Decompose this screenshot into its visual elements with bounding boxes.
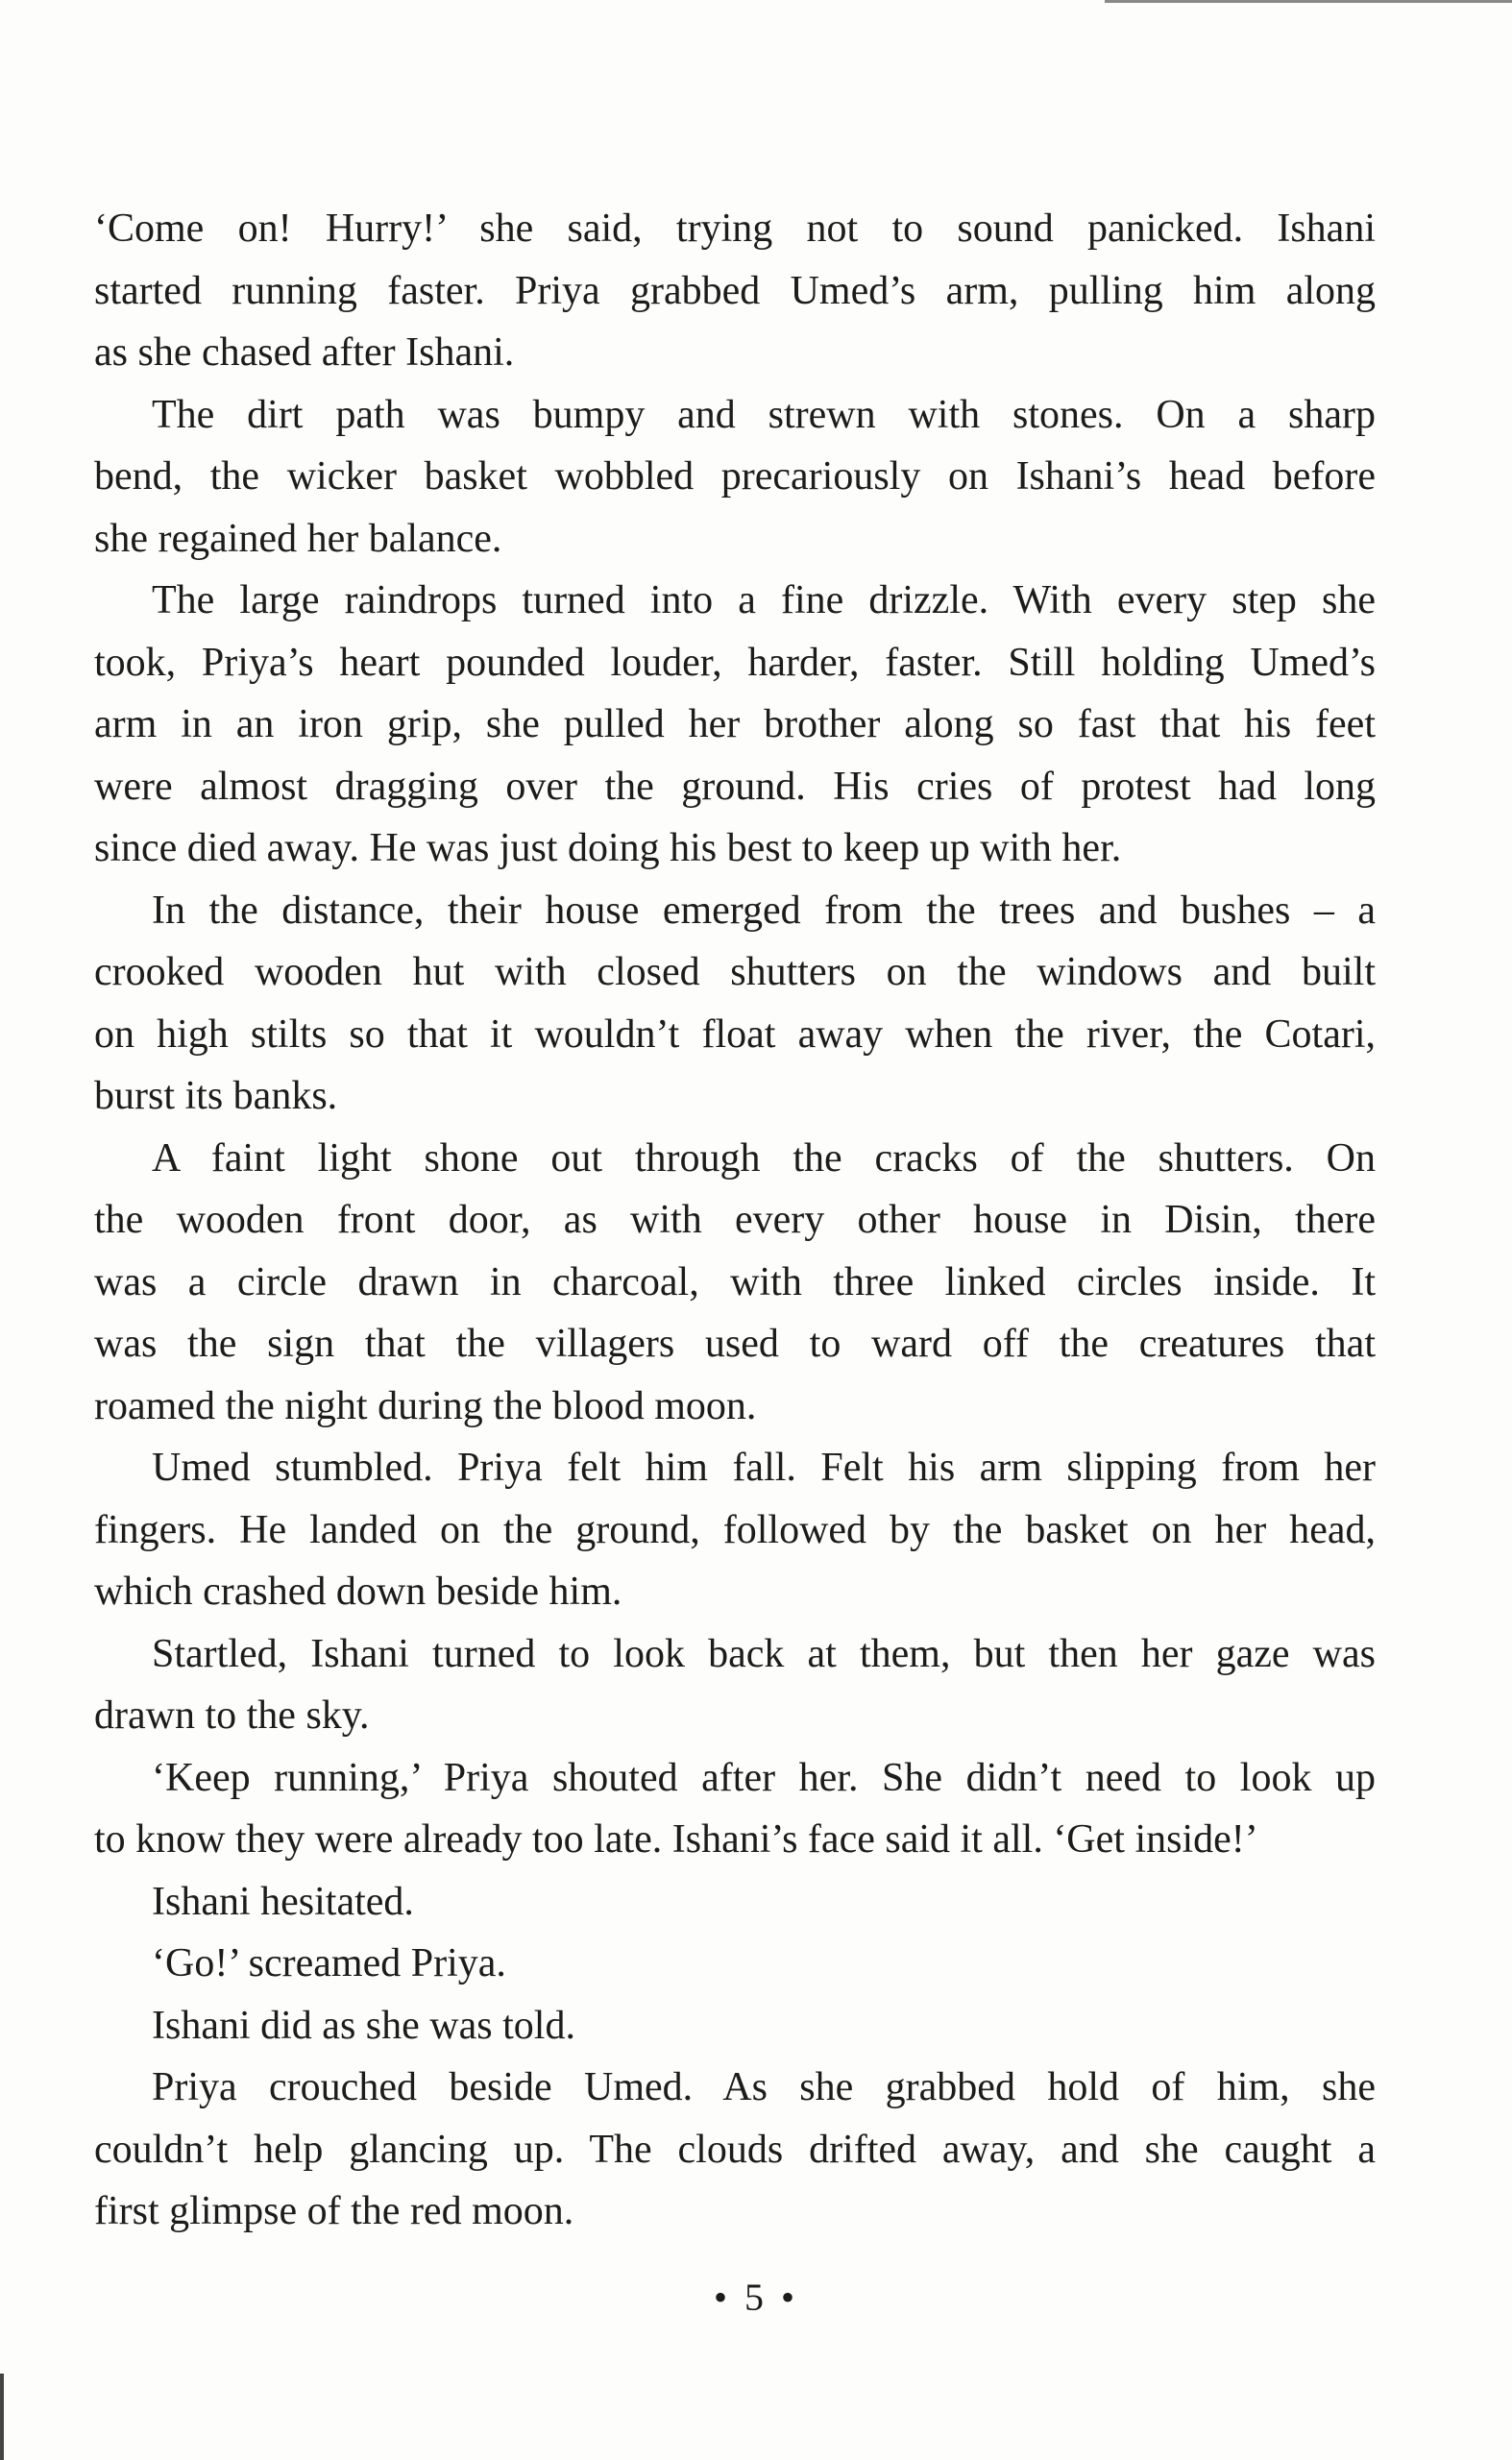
paragraph [94, 1747, 1376, 1871]
text-line: to know they were already too late. Ishani’s face said it all. ‘Get inside!’ [94, 1817, 1258, 1862]
text-line: were almost dragging over the ground. His cries of protest had long [94, 764, 1376, 809]
text-line: Startled, Ishani turned to look back at them, but then her gaze was [152, 1631, 1376, 1676]
text-line: Umed stumbled. Priya felt him fall. Felt his arm slipping from her [152, 1446, 1376, 1490]
text-line: Priya crouched beside Umed. As she grabbed hold of him, she [152, 2065, 1376, 2109]
text-line: was the sign that the villagers used to ward off the creatures that [94, 1322, 1376, 1366]
paragraph [94, 1623, 1376, 1747]
paragraph [94, 198, 1376, 384]
body-text [94, 198, 1376, 2243]
text-line: the wooden front door, as with every other house in Disin, there [94, 1198, 1376, 1242]
text-line: as she chased after Ishani. [94, 330, 515, 375]
text-line: fingers. He landed on the ground, followed by the basket on her head, [94, 1507, 1376, 1552]
paragraph [94, 1128, 1376, 1438]
text-line: which crashed down beside him. [94, 1570, 622, 1614]
paragraph [94, 1933, 1376, 1995]
page-number: • 5 • [713, 2276, 798, 2319]
text-line: Ishani did as she was told. [152, 2003, 575, 2048]
text-line: ‘Go!’ screamed Priya. [152, 1941, 506, 1985]
text-line: The large raindrops turned into a fine drizzle. With every step she [152, 578, 1376, 622]
text-line: on high stilts so that it wouldn’t float away when the river, the Cotari, [94, 1011, 1376, 1057]
text-line: took, Priya’s heart pounded louder, harder, faster. Still holding Umed’s [94, 640, 1376, 685]
text-line: In the distance, their house emerged from the trees and bushes – a [152, 888, 1376, 933]
text-line: first glimpse of the red moon. [94, 2189, 574, 2233]
text-line: since died away. He was just doing his best to keep up with her. [94, 826, 1122, 870]
text-line: couldn’t help glancing up. The clouds drifted away, and she caught a [94, 2127, 1376, 2172]
scan-edge-left [0, 2374, 4, 2460]
paragraph [94, 570, 1376, 880]
paragraph [94, 1437, 1376, 1623]
scan-edge-top [1105, 0, 1512, 3]
text-line: arm in an iron grip, she pulled her brother along so fast that his feet [94, 702, 1376, 746]
paragraph [94, 1871, 1376, 1934]
text-line: ‘Keep running,’ Priya shouted after her. She didn’t need to look up [152, 1755, 1376, 1800]
text-line: bend, the wicker basket wobbled precariously on Ishani’s head before [94, 454, 1376, 499]
text-line: she regained her balance. [94, 516, 502, 561]
paragraph [94, 1995, 1376, 2058]
text-line: crooked wooden hut with closed shutters on the windows and built [94, 950, 1376, 994]
paragraph [94, 880, 1376, 1128]
text-line: burst its banks. [94, 1074, 338, 1118]
text-line: A faint light shone out through the cracks of the shutters. On [152, 1135, 1376, 1181]
text-line: ‘Come on! Hurry!’ she said, trying not to sound panicked. Ishani [94, 207, 1376, 251]
text-line: started running faster. Priya grabbed Umed’s arm, pulling him along [94, 268, 1376, 313]
paragraph [94, 2057, 1376, 2243]
text-line: drawn to the sky. [94, 1693, 370, 1738]
text-line: roamed the night during the blood moon. [94, 1383, 757, 1428]
paragraph [94, 384, 1376, 571]
text-line: The dirt path was bumpy and strewn with stones. On a sharp [152, 392, 1376, 437]
text-line: Ishani hesitated. [152, 1879, 414, 1924]
text-line: was a circle drawn in charcoal, with three linked circles inside. It [94, 1259, 1376, 1304]
